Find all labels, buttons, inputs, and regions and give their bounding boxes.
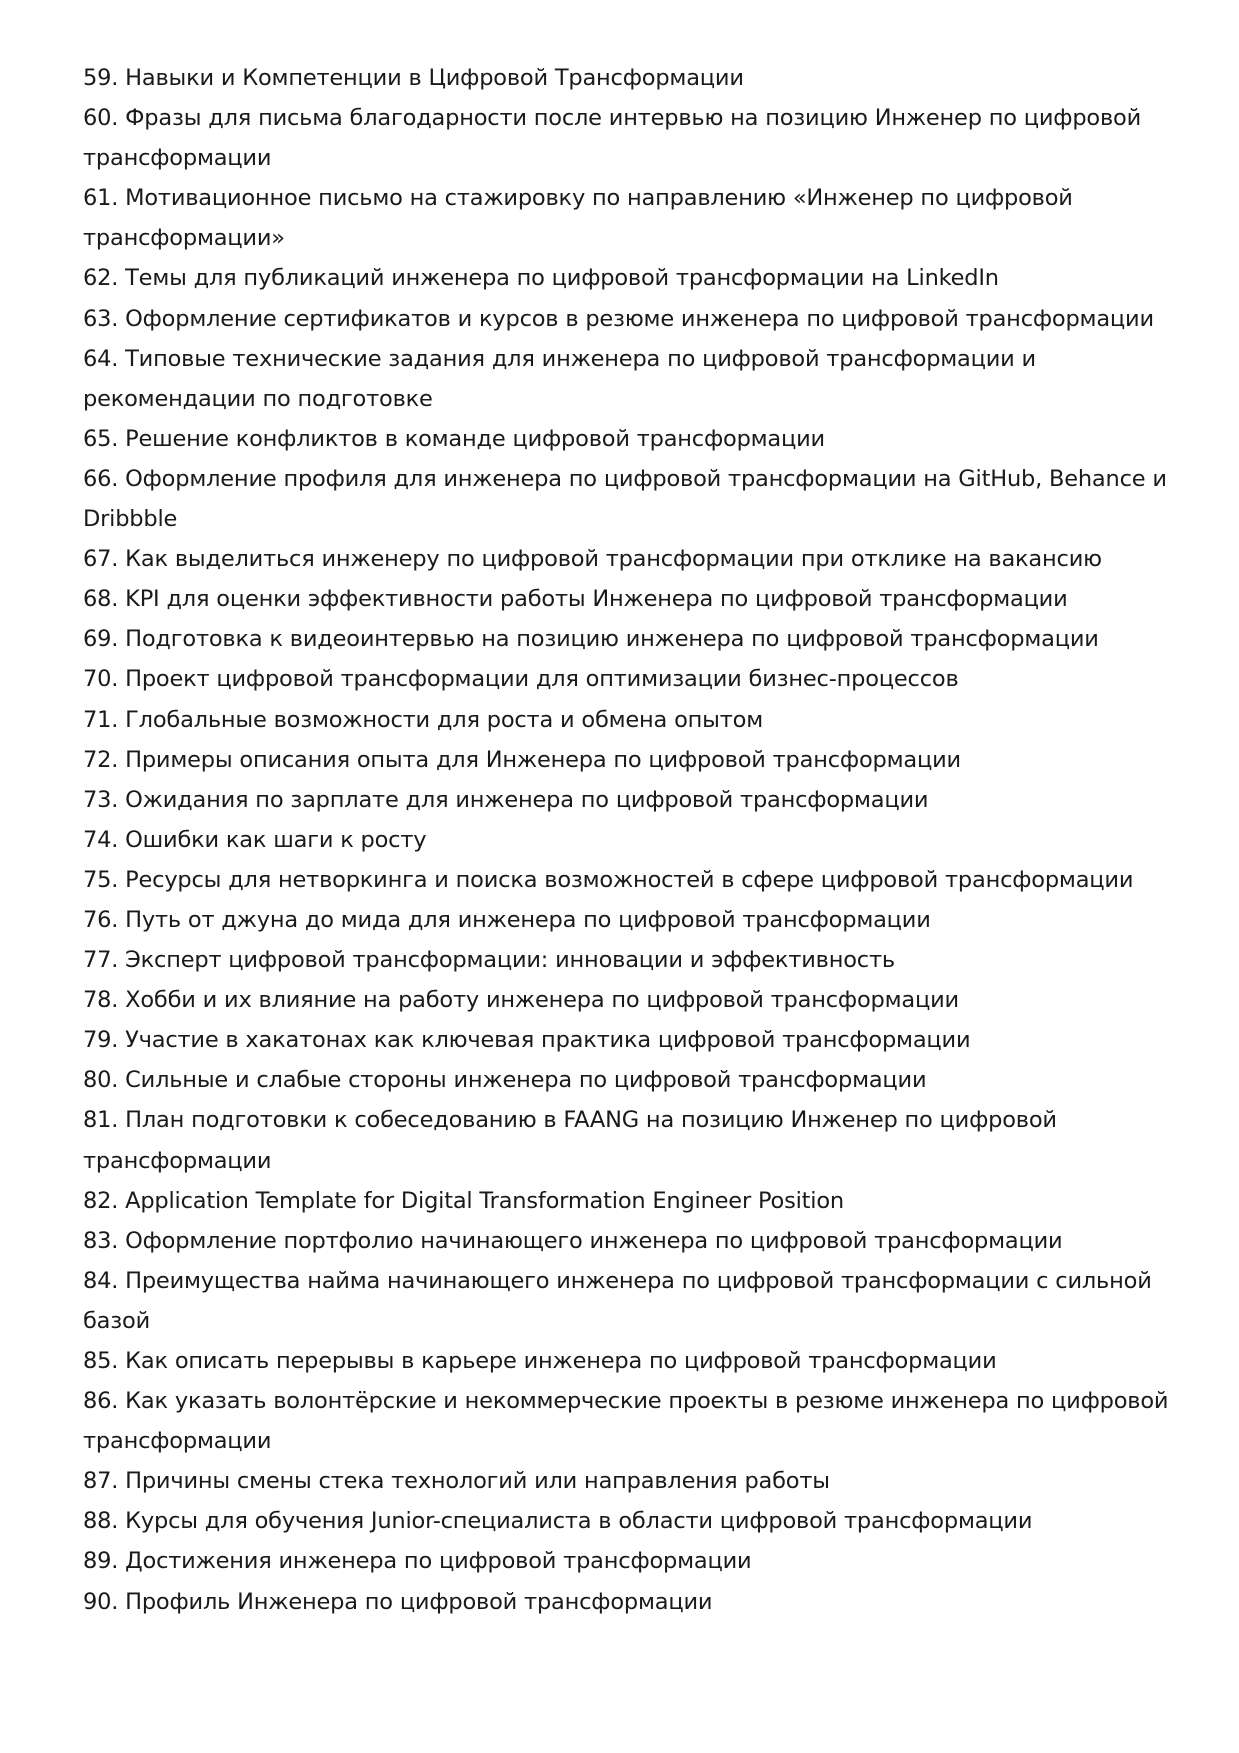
list-item: 74. Ошибки как шаги к росту: [83, 826, 427, 853]
list-item: 61. Мотивационное письмо на стажировку по направлению «Инженер по цифровой трансформации»: [83, 185, 1073, 252]
list-item: 68. KPI для оценки эффективности работы Инженера по цифровой трансформации: [83, 586, 1068, 613]
list-item: 82. Application Template for Digital Transformation Engineer Position: [83, 1187, 844, 1214]
list-item: 85. Как описать перерывы в карьере инженера по цифровой трансформации: [83, 1348, 997, 1374]
list-item: 75. Ресурсы для нетворкинга и поиска возможностей в сфере цифровой трансформации: [83, 866, 1134, 893]
list-item: 90. Профиль Инженера по цифровой трансформации: [83, 1588, 713, 1615]
list-item: 81. План подготовки к собеседованию в FAANG на позицию Инженер по цифровой трансформации: [83, 1107, 1057, 1174]
list-item: 62. Темы для публикаций инженера по цифровой трансформации на LinkedIn: [83, 265, 999, 292]
list-item: 66. Оформление профиля для инженера по цифровой трансформации на GitHub, Behance и Dribbble: [83, 465, 1167, 533]
list-item: 89. Достижения инженера по цифровой трансформации: [83, 1548, 752, 1575]
list-item: 73. Ожидания по зарплате для инженера по цифровой трансформации: [83, 786, 929, 813]
list-item: 86. Как указать волонтёрские и некоммерческие проекты в резюме инженера по цифровой трансформации: [83, 1388, 1169, 1455]
list-item: 76. Путь от джуна до мида для инженера по цифровой трансформации: [83, 906, 931, 933]
list-item: 64. Типовые технические задания для инженера по цифровой трансформации и рекомендации по подготовке: [83, 345, 1036, 412]
list-item: 72. Примеры описания опыта для Инженера по цифровой трансформации: [83, 746, 961, 773]
list-item: 77. Эксперт цифровой трансформации: инновации и эффективность: [83, 947, 895, 974]
list-item: 65. Решение конфликтов в команде цифровой трансформации: [83, 425, 825, 452]
list-item: 71. Глобальные возможности для роста и обмена опытом: [83, 706, 763, 733]
list-item: 70. Проект цифровой трансформации для оптимизации бизнес-процессов: [83, 666, 959, 693]
list-item: 63. Оформление сертификатов и курсов в резюме инженера по цифровой трансформации: [83, 305, 1154, 332]
list-item: 83. Оформление портфолио начинающего инженера по цифровой трансформации: [83, 1227, 1063, 1254]
list-item: 69. Подготовка к видеоинтервью на позицию инженера по цифровой трансформации: [83, 626, 1099, 653]
document-page: [83, 58, 1173, 1622]
list-item: 59. Навыки и Компетенции в Цифровой Трансформации: [83, 65, 744, 91]
list-item: 78. Хобби и их влияние на работу инженера по цифровой трансформации: [83, 987, 959, 1014]
list-item: 67. Как выделиться инженеру по цифровой трансформации при отклике на вакансию: [83, 546, 1102, 573]
list-item: 84. Преимущества найма начинающего инженера по цифровой трансформации с сильной базой: [83, 1267, 1152, 1334]
list-item: 87. Причины смены стека технологий или направления работы: [83, 1468, 830, 1495]
list-item: 79. Участие в хакатонах как ключевая практика цифровой трансформации: [83, 1027, 971, 1054]
list-item: 88. Курсы для обучения Junior-специалиста в области цифровой трансформации: [83, 1508, 1033, 1535]
topic-list: [83, 58, 1173, 1622]
list-item: 60. Фразы для письма благодарности после интервью на позицию Инженер по цифровой трансформации: [83, 105, 1142, 172]
list-item: 80. Сильные и слабые стороны инженера по цифровой трансформации: [83, 1067, 927, 1094]
